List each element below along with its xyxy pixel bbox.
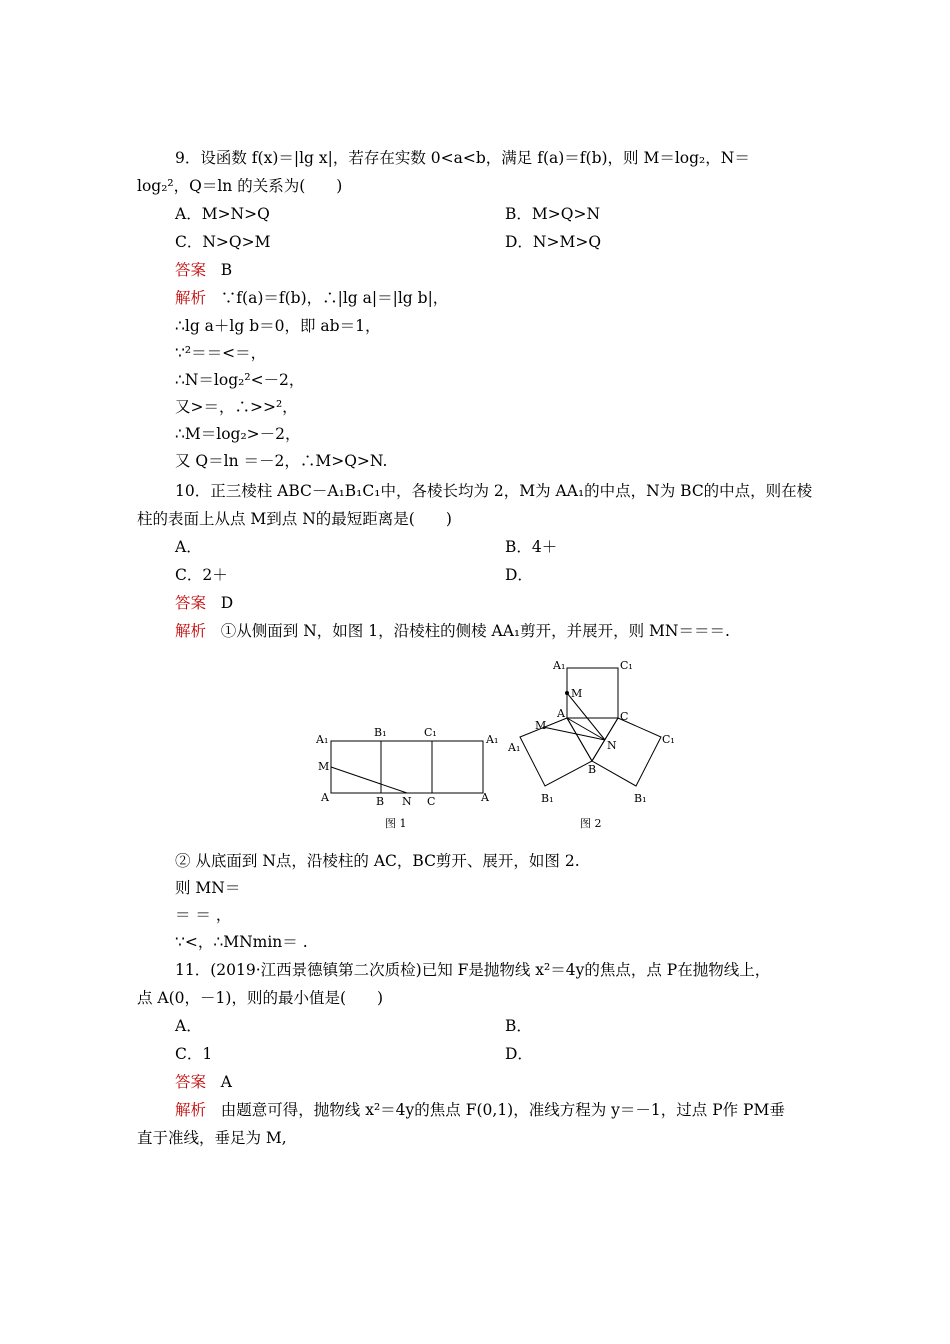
fig2-label-c: C: [620, 710, 629, 723]
q9-analysis-line: 又>＝，∴>>²，: [175, 398, 298, 416]
fig2-label-m-left: M: [535, 719, 547, 732]
q9-analysis-label: 解析: [175, 289, 207, 307]
q9-answer-label: 答案: [175, 261, 207, 279]
fig1-label-a1-left: A₁: [316, 733, 329, 746]
q10-analysis-line: ＝ ＝ ，: [175, 906, 232, 924]
fig2-segment-a-n: [567, 718, 605, 740]
fig1-label-m: M: [318, 760, 330, 773]
q11-option-c: C．1: [175, 1045, 213, 1063]
fig1-label-n: N: [402, 795, 412, 808]
fig1-label-b: B: [376, 795, 385, 808]
fig1-label-a-right: A: [481, 791, 489, 804]
figure-2: [505, 655, 690, 810]
q9-analysis-line: 又 Q＝ln ＝－2，∴M>Q>N.: [175, 452, 388, 470]
q10-answer: D: [220, 594, 234, 612]
fig1-label-b1: B₁: [374, 728, 387, 739]
q10-analysis-line: ∵<，∴MNmin＝ .: [175, 933, 308, 951]
q9-option-b: B．M>Q>N: [505, 205, 601, 223]
q11-stem-line1: 11．(2019·江西景德镇第二次质检)已知 F是抛物线 x²＝4y的焦点，点 P在抛物线上，: [175, 961, 771, 979]
fig1-label-c1: C₁: [424, 728, 437, 739]
fig2-point-m: [565, 691, 569, 695]
q10-analysis-text: ①从侧面到 N，如图 1，沿棱柱的侧棱 AA₁剪开，并展开，则 MN＝＝＝.: [220, 622, 730, 640]
fig1-caption: 图 1: [385, 817, 407, 830]
fig2-label-n: N: [607, 739, 617, 752]
q9-analysis-line: ∴N＝log₂²<－2，: [175, 371, 305, 389]
fig2-label-b1-left: B₁: [541, 792, 554, 805]
q10-answer-line: [175, 593, 233, 613]
fig2-caption: 图 2: [580, 817, 602, 830]
q9-answer-line: [175, 260, 232, 280]
q10-option-d: D．: [505, 566, 533, 584]
fig1-label-a1-right: A₁: [486, 733, 499, 746]
q9-analysis-line: ∴lg a＋lg b＝0，即 ab＝1，: [175, 317, 381, 335]
fig1-label-a-left: A: [321, 791, 329, 804]
fig2-label-c1-right: C₁: [662, 733, 675, 746]
q11-answer-line: [175, 1072, 232, 1092]
q9-analysis-line: ∴M＝log₂>－2，: [175, 425, 301, 443]
q11-analysis-line1: [175, 1100, 785, 1120]
q11-answer: A: [220, 1073, 232, 1091]
q10-option-c: C．2＋: [175, 566, 228, 584]
fig2-label-c1-top: C₁: [620, 659, 633, 672]
q9-analysis-text: ∵f(a)＝f(b)，∴|lg a|＝|lg b|，: [220, 289, 449, 307]
q11-option-b: B．: [505, 1017, 532, 1035]
fig1-label-c: C: [427, 795, 436, 808]
fig2-label-a: A: [557, 707, 565, 720]
q9-stem-line1: 9．设函数 f(x)＝|lg x|，若存在实数 0<a<b，满足 f(a)＝f(b)，则 M＝log₂，N＝: [175, 149, 750, 167]
fig2-right-square: [592, 718, 661, 786]
q10-analysis-line1: [175, 621, 730, 641]
fig2-label-a1-top: A₁: [553, 659, 566, 672]
fig1-segment-mn: [331, 767, 407, 793]
q11-analysis-label: 解析: [175, 1101, 207, 1119]
q9-answer: B: [220, 261, 233, 279]
q11-analysis-line2: 直于准线，垂足为 M,: [137, 1129, 287, 1147]
q10-stem-line1: 10．正三棱柱 ABC－A₁B₁C₁中，各棱长均为 2，M为 AA₁的中点，N为 BC的中点，则在棱: [175, 482, 813, 500]
fig2-label-b: B: [588, 763, 597, 776]
q11-answer-label: 答案: [175, 1073, 207, 1091]
fig1-rectangle: [331, 741, 483, 793]
q10-stem-line2: 柱的表面上从点 M到点 N的最短距离是( ): [137, 510, 452, 528]
q9-analysis-line: ∵²＝＝<＝，: [175, 344, 267, 362]
q10-option-b: B．4＋: [505, 538, 558, 556]
fig2-label-b1-right: B₁: [634, 792, 647, 805]
q11-option-a: A．: [175, 1017, 202, 1035]
q10-answer-label: 答案: [175, 594, 207, 612]
q11-stem-line2: 点 A(0，－1)，则的最小值是( ): [137, 989, 384, 1007]
q11-analysis-text: 由题意可得，抛物线 x²＝4y的焦点 F(0,1)，准线方程为 y＝－1，过点 P作 PM垂: [220, 1101, 785, 1119]
q10-option-a: A．: [175, 538, 202, 556]
q9-stem-line2: log₂²，Q＝ln 的关系为( ): [137, 177, 343, 195]
fig2-left-square: [520, 718, 592, 786]
q10-analysis-line: ② 从底面到 N点，沿棱柱的 AC，BC剪开、展开，如图 2.: [175, 852, 580, 870]
fig2-label-m-top: M: [571, 687, 583, 700]
figure-1: [312, 728, 502, 808]
q9-analysis-line1: [175, 288, 448, 308]
q10-analysis-line: 则 MN＝: [175, 879, 241, 897]
q9-option-a: A．M>N>Q: [175, 205, 270, 223]
fig2-label-a1-left: A₁: [508, 741, 521, 754]
q9-option-c: C．N>Q>M: [175, 233, 271, 251]
q9-option-d: D．N>M>Q: [505, 233, 602, 251]
q10-analysis-label: 解析: [175, 622, 207, 640]
q11-option-d: D．: [505, 1045, 533, 1063]
